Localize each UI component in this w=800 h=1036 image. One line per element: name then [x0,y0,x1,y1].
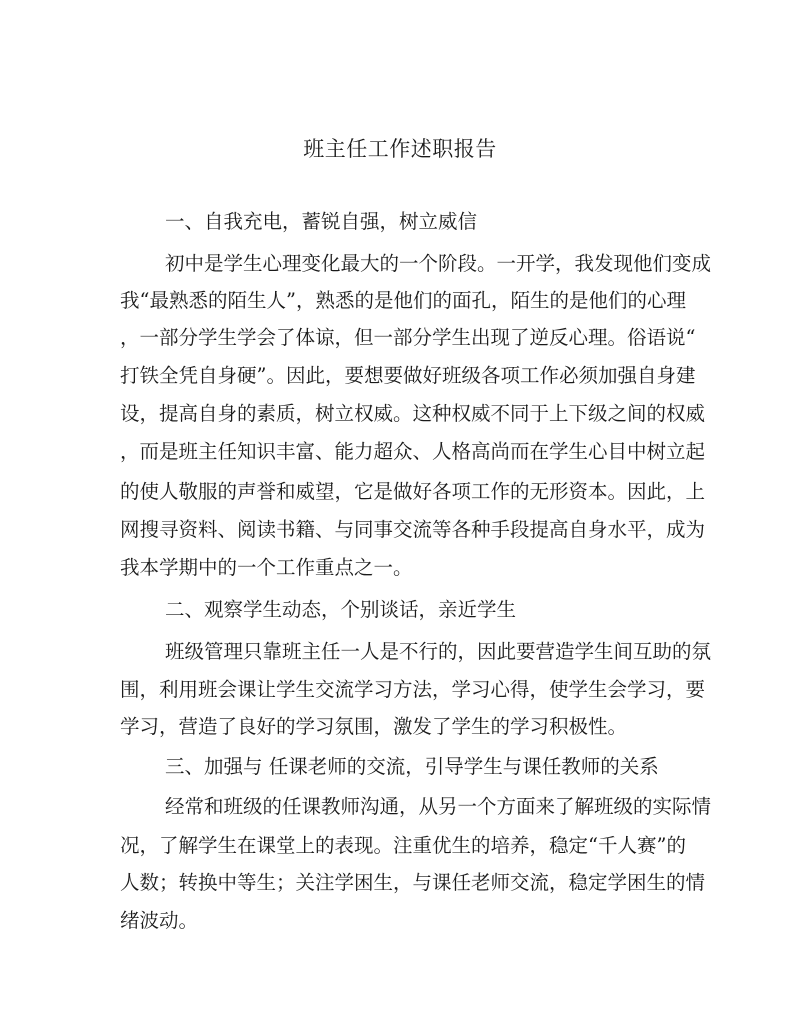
paragraph-line: 设，提高自身的素质，树立权威。这种权威不同于上下级之间的权威 [120,402,706,425]
section-3-heading: 三、加强与 任课老师的交流，引导学生与课任教师的关系 [165,755,659,778]
paragraph-line: 我“最熟悉的陌生人”，熟悉的是他们的面孔，陌生的是他们的心理 [120,289,686,312]
paragraph-line: 的使人敬服的声誉和威望，它是做好各项工作的无形资本。因此，上 [120,480,706,503]
paragraph-line: 围，利用班会课让学生交流学习方法，学习心得，使学生会学习，要 [120,678,706,701]
paragraph-line: 班级管理只靠班主任一人是不行的，因此要营造学生间互助的氛 [165,640,712,663]
section-2-heading: 二、观察学生动态，个别谈话，亲近学生 [165,598,517,621]
paragraph-line: 绪波动。 [120,909,199,932]
paragraph-line: 学习，营造了良好的学习氛围，激发了学生的学习积极性。 [120,715,628,738]
document-title: 班主任工作述职报告 [303,137,497,161]
paragraph-line: ，而是班主任知识丰富、能力超众、人格高尚而在学生心目中树立起 [120,440,706,463]
paragraph-line: 初中是学生心理变化最大的一个阶段。一开学，我发现他们变成 [165,252,712,275]
paragraph-line: 况，了解学生在课堂上的表现。注重优生的培养，稳定“千人赛”的 [120,834,686,857]
paragraph-line: 网搜寻资料、阅读书籍、与同事交流等各种手段提高自身水平，成为 [120,518,706,541]
paragraph-line: 我本学期中的一个工作重点之一。 [120,556,413,579]
paragraph-line: 人数；转换中等生；关注学困生，与课任老师交流，稳定学困生的情 [120,871,706,894]
paragraph-line: ，一部分学生学会了体谅，但一部分学生出现了逆反心理。俗语说“ [120,326,696,349]
section-1-heading: 一、自我充电，蓄锐自强，树立威信 [165,210,478,233]
paragraph-line: 打铁全凭自身硬”。因此，要想要做好班级各项工作必须加强自身建 [120,364,696,387]
paragraph-line: 经常和班级的任课教师沟通，从另一个方面来了解班级的实际情 [165,795,712,818]
